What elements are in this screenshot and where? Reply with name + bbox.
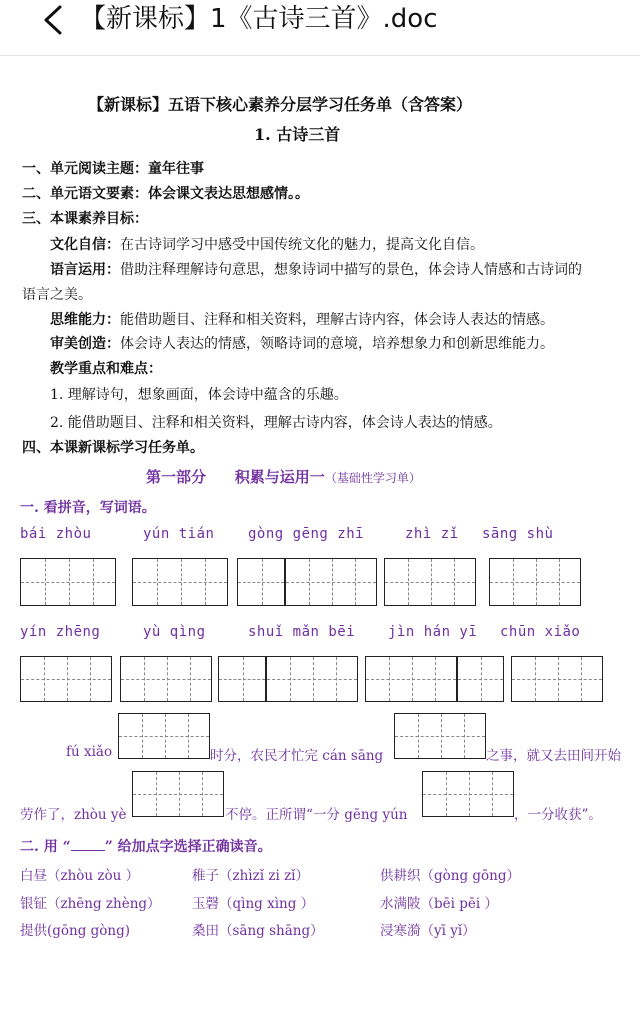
writing-grid[interactable] [120,656,212,702]
part-heading: 第一部分 [146,468,207,486]
goal-label: 审美创造： [50,336,120,352]
writing-grid[interactable] [20,558,116,606]
key-point: 1. 理解诗句，想象画面，体会诗中蕴含的乐趣。 [50,387,348,403]
section-2-value: 体会课文表达思想感情。。 [148,186,309,202]
writing-grid[interactable] [218,656,266,702]
section-3-label: 三、本课素养目标： [22,211,148,227]
part-heading-line [146,466,421,487]
choice-item: 提供(gōng gòng) [20,923,131,939]
writing-grid[interactable] [118,713,210,759]
goal-label: 思维能力： [50,312,120,328]
goal-language [50,259,582,279]
part-name: 积累与运用一 [234,468,325,486]
choice-item: 水满陂（bēi pēi ） [380,896,498,912]
pinyin-label: yín zhēng [20,624,101,640]
pinyin-label: sāng shù [482,526,554,542]
choice-item: 供耕织（gòng gōng） [380,868,521,884]
section-4: 四、本课新课标学习任务单。 [22,440,204,456]
writing-grid[interactable] [20,656,112,702]
goal-text: 能借助题目、注释和相关资料，理解古诗内容，体会诗人表达的情感。 [120,312,554,328]
goal-text: 体会诗人表达的情感，领略诗词的意境，培养想象力和创新思维能力。 [120,336,554,352]
writing-grid[interactable] [489,558,581,606]
sub-title: 1. 古诗三首 [254,125,341,144]
section-1 [22,158,204,178]
writing-grid[interactable] [285,558,377,606]
writing-grid[interactable] [365,656,457,702]
goal-thinking [50,309,554,329]
sentence-text: 之事，就又去田间开始 [486,748,621,764]
writing-grid[interactable] [384,558,476,606]
pinyin-label: gòng gēng zhī [248,526,365,542]
part-note: （基础性学习单） [324,471,421,485]
pinyin-label: shuǐ mǎn bēi [248,624,356,640]
goal-text: 借助注释理解诗句意思，想象诗词中描写的景色，体会诗人情感和古诗词的 [120,262,582,278]
document-title: 【新课标】1《古诗三首》.doc [80,4,438,34]
sentence-text: 劳作了，zhòu yè [20,807,127,823]
section-2 [22,183,309,203]
main-title: 【新课标】五语下核心素养分层学习任务单（含答案） [88,95,473,114]
goal-culture [50,234,484,254]
pinyin-label: chūn xiǎo [500,624,581,640]
answer-underline [71,838,105,851]
choice-item: 稚子（zhìzǐ zi zǐ） [192,868,309,884]
writing-grid[interactable] [237,558,285,606]
question-1-title: 一. 看拼音，写词语。 [20,500,156,516]
writing-grid[interactable] [457,656,504,702]
pinyin-label: yù qìng [143,624,206,640]
key-points-title: 教学重点和难点： [50,361,162,377]
section-2-label: 二、单元语文要素： [22,186,148,202]
pinyin-label: yún tián [143,526,215,542]
choice-item: 玉磬（qìng xìng ） [192,896,315,912]
sentence-text: 不停。正所谓“一分 gēng yún [225,807,408,823]
writing-grid[interactable] [394,713,486,759]
sentence-text: ，一分收获”。 [514,807,602,823]
goal-label: 文化自信： [50,237,120,253]
question-2-title-b: ” 给加点字选择正确读音。 [104,839,272,855]
choice-item: 白昼（zhòu zòu ） [20,868,140,884]
goal-aesthetic [50,333,554,353]
section-1-label: 一、单元阅读主题： [22,161,148,177]
choice-item: 银钲（zhēng zhèng） [20,896,161,912]
writing-grid[interactable] [422,771,514,817]
choice-item: 浸寒漪（yī yǐ） [380,923,476,939]
pinyin-label: bái zhòu [20,526,92,542]
key-point: 2. 能借助题目、注释和相关资料，理解古诗内容，体会诗人表达的情感。 [50,415,502,431]
pinyin-label: jìn hán yī [388,624,478,640]
sentence-text: 时分，农民才忙完 cán sāng [210,748,384,764]
question-2-title [20,836,272,856]
writing-grid[interactable] [511,656,603,702]
writing-grid[interactable] [132,558,228,606]
writing-grid[interactable] [132,771,224,817]
pinyin-label: zhì zǐ [405,526,459,542]
question-2-title-a: 二. 用 “ [20,839,71,855]
goal-language-cont: 语言之美。 [22,287,92,303]
goal-label: 语言运用： [50,262,120,278]
sentence-text: fú xiǎo [66,744,113,760]
section-1-value: 童年往事 [148,161,204,177]
goal-text: 在古诗词学习中感受中国传统文化的魅力，提高文化自信。 [120,237,484,253]
writing-grid[interactable] [266,656,358,702]
choice-item: 桑田（sāng shāng） [192,923,324,939]
